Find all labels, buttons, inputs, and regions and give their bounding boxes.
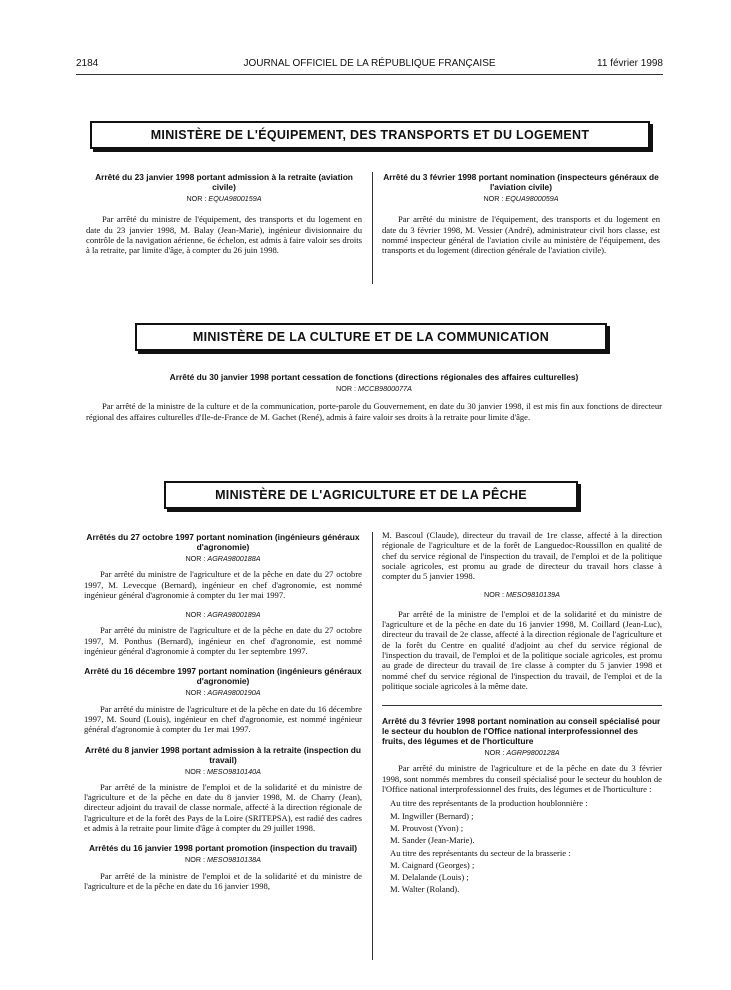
culture-article bbox=[86, 372, 662, 426]
nor-reference: NOR : EQUA9800059A bbox=[483, 194, 559, 203]
column-separator bbox=[372, 532, 373, 960]
nor-reference: NOR : MCCB9800077A bbox=[336, 384, 412, 393]
column-separator bbox=[372, 172, 373, 284]
nor-reference: NOR : MESO9810140A bbox=[185, 766, 261, 776]
article-title: Arrêtés du 27 octobre 1997 portant nomination (ingénieurs généraux d'agronomie) bbox=[86, 532, 360, 552]
journal-title: JOURNAL OFFICIEL DE LA RÉPUBLIQUE FRANÇAISE bbox=[243, 58, 496, 69]
article-text-continued: M. Bascoul (Claude), directeur du travail de 1re classe, affecté à la direction régionale de l'agriculture et de la forêt de Languedoc-Roussillon en qualité de chef du service régional de l'inspection du travail, de l'emploi et de la politique sociale agricoles, est promu au grade de directeur du travail hors classe à compter du 5 janvier 1998. bbox=[382, 530, 662, 582]
nor-reference: NOR : MESO9810139A bbox=[484, 590, 560, 600]
ministry-culture-title: MINISTÈRE DE LA CULTURE ET DE LA COMMUNICATION bbox=[192, 330, 550, 344]
member-item: M. Walter (Roland). bbox=[390, 884, 460, 895]
article-text: Par arrêté du ministre de l'équipement, des transports et du logement en date du 3 février 1998, M. Vessier (André), administrateur civil hors classe, est nommé inspecteur général de l'aviation civile au ministère de l'équipement, des transports et du logement (direction générale de l'aviation civile). bbox=[382, 214, 660, 256]
article-text: Par arrêté de la ministre de la culture et de la communication, porte-parole du Gouvernement, en date du 30 janvier 1998, il est mis fin aux fonctions de directeur régional des affaires culturelles d'Ile-de-France de M. Gachet (René), admis à faire valoir ses droits à la retraite pour limite d'âge. bbox=[86, 401, 662, 422]
ministry-culture-banner bbox=[135, 323, 607, 351]
article-title: Arrêté du 30 janvier 1998 portant cessation de fonctions (directions régionales des affaires culturelles) bbox=[169, 372, 579, 382]
nor-reference: NOR : AGRA9800190A bbox=[185, 688, 261, 698]
article-text: Par arrêté de la ministre de l'emploi et de la solidarité et du ministre de l'agriculture et de la pêche en date du 16 janvier 1998, M. Coillard (Jean-Luc), directeur du travail de 2e classe, affecté à la direction régionale de l'agriculture et de la forêt du Centre en qualité d'adjoint au chef du service régional de l'inspection du travail, de l'emploi et de la politique sociale agricoles, est promu au grade de directeur du travail de 1re classe à compter du 5 janvier 1998 et nommé chef du service régional de l'inspection du travail, de l'emploi et de la politique sociale agricoles à la même date. bbox=[382, 608, 662, 691]
nor-reference: NOR : MESO9810138A bbox=[185, 855, 261, 865]
group-heading: Au titre des représentants de la production houblonnière : bbox=[390, 798, 588, 809]
article-text: Par arrêté du ministre de l'agriculture et de la pêche en date du 27 octobre 1997, M. Ponthus (Bernard), ingénieur en chef d'agronomie, est nommé ingénieur général d'agronomie à compter du 1er septembre 1997. bbox=[84, 625, 362, 657]
equipement-right-article bbox=[382, 172, 660, 259]
page-number: 2184 bbox=[76, 58, 99, 69]
article-text: Par arrêté du ministre de l'équipement, des transports et du logement en date du 23 janvier 1998, M. Balay (Jean-Marie), ingénieur divisionnaire du contrôle de la navigation aérienne, 6e échelon, est admis à faire valoir ses droits à la retraite, par limite d'âge, à compter du 26 juin 1998. bbox=[86, 214, 362, 256]
article-text: Par arrêté du ministre de l'agriculture et de la pêche en date du 16 décembre 1997, M. Sourd (Louis), ingénieur en chef d'agronomie, est nommé ingénieur général d'agronomie à compter du 1er mai 1997. bbox=[84, 703, 362, 735]
nor-reference: NOR : EQUA9800159A bbox=[186, 194, 262, 203]
article-title: Arrêté du 8 janvier 1998 portant admission à la retraite (inspection du travail) bbox=[85, 744, 361, 765]
agriculture-right-column bbox=[382, 530, 662, 895]
nor-reference: NOR : AGRP9800128A bbox=[484, 748, 560, 758]
issue-date: 11 février 1998 bbox=[597, 58, 663, 69]
ministry-agriculture-title: MINISTÈRE DE L'AGRICULTURE ET DE LA PÊCHE bbox=[215, 488, 527, 502]
article-text: Par arrêté du ministre de l'agriculture et de la pêche en date du 3 février 1998, sont nommés membres du conseil spécialisé pour le secteur du houblon de l'Office national interprofessionnel des fruits, des légumes et de l'horticulture : bbox=[382, 763, 662, 795]
equipement-left-article bbox=[86, 172, 362, 259]
nor-reference: NOR : AGRA9800189A bbox=[185, 610, 261, 620]
member-item: M. Caignard (Georges) ; bbox=[390, 859, 475, 870]
ministry-equipement-title: MINISTÈRE DE L'ÉQUIPEMENT, DES TRANSPORTS ET DU LOGEMENT bbox=[150, 128, 590, 142]
agriculture-left-column bbox=[84, 532, 362, 895]
nor-reference: NOR : AGRA9800188A bbox=[185, 554, 261, 563]
page-header bbox=[76, 58, 663, 72]
article-separator bbox=[382, 705, 662, 706]
article-text: Par arrêté de la ministre de l'emploi et de la solidarité et du ministre de l'agriculture et de la pêche en date du 16 janvier 1998, bbox=[84, 870, 362, 891]
ministry-equipement-banner bbox=[90, 121, 650, 149]
article-text: Par arrêté de la ministre de l'emploi et de la solidarité et du ministre de l'agriculture et de la pêche en date du 8 janvier 1998, M. de Charry (Jean), directeur adjoint du travail de classe normale, affecté à la direction régionale de l'agriculture et de la forêt des Pays de la Loire (SRITEPSA), est radié des cadres et admis à la retraite pour limite d'âge à compter du 29 juillet 1998. bbox=[84, 781, 362, 834]
group-heading: Au titre des représentants du secteur de la brasserie : bbox=[390, 847, 571, 858]
member-item: M. Delalande (Louis) ; bbox=[390, 872, 469, 883]
member-item: M. Ingwiller (Bernard) ; bbox=[390, 810, 474, 821]
ministry-agriculture-banner bbox=[164, 481, 578, 509]
article-title: Arrêtés du 16 janvier 1998 portant promotion (inspection du travail) bbox=[88, 843, 358, 854]
article-title: Arrêté du 3 février 1998 portant nomination au conseil spécialisé pour le secteur du houblon de l'Office national interprofessionnel des fruits, des légumes et de l'horticulture bbox=[382, 716, 661, 747]
article-title: Arrêté du 3 février 1998 portant nomination (inspecteurs généraux de l'aviation civile) bbox=[383, 172, 659, 192]
header-rule bbox=[76, 74, 663, 75]
article-text: Par arrêté du ministre de l'agriculture et de la pêche en date du 27 octobre 1997, M. Levecque (Bernard), ingénieur en chef d'agronomie, est nommé ingénieur général d'agronomie à compter du 1er mai 1997. bbox=[84, 569, 362, 600]
article-title: Arrêté du 23 janvier 1998 portant admission à la retraite (aviation civile) bbox=[95, 172, 353, 192]
member-item: M. Prouvost (Yvon) ; bbox=[390, 822, 464, 833]
article-title: Arrêté du 16 décembre 1997 portant nomination (ingénieurs généraux d'agronomie) bbox=[84, 666, 362, 687]
member-item: M. Sander (Jean-Marie). bbox=[390, 835, 475, 846]
